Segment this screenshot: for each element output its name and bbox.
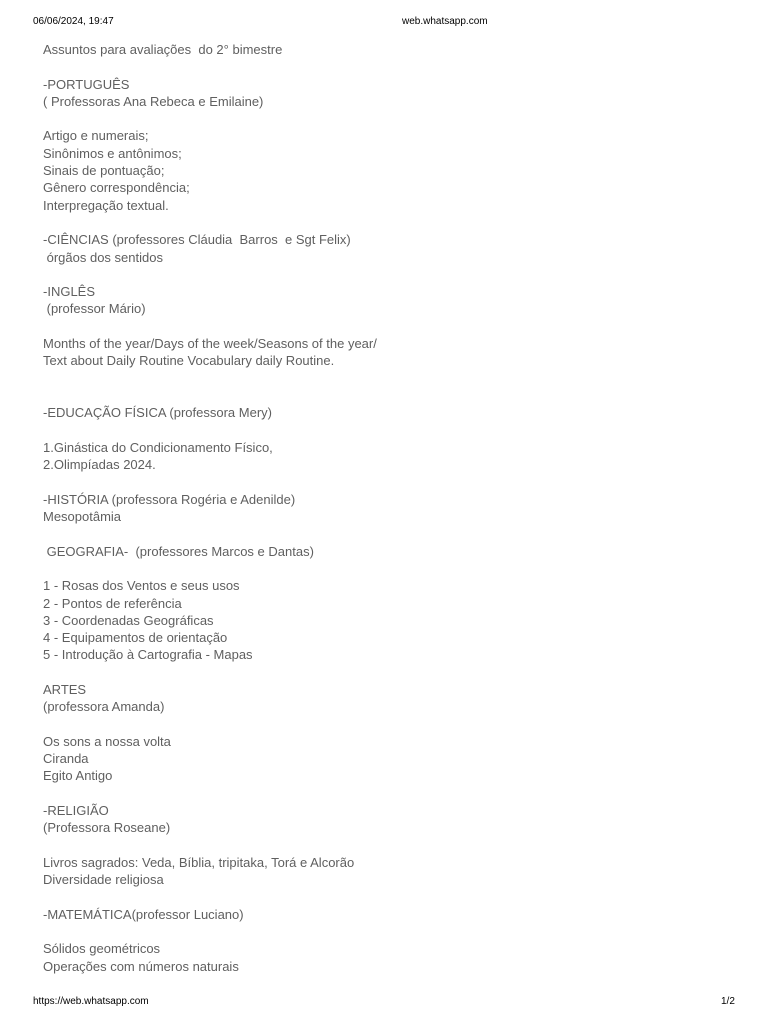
message-line	[43, 387, 733, 404]
message-line	[43, 58, 733, 75]
message-line: -INGLÊS	[43, 284, 96, 300]
message-line: -RELIGIÃO	[43, 803, 109, 819]
message-line: -CIÊNCIAS (professores Cláudia Barros e Sgt Felix)	[43, 232, 351, 248]
message-line	[43, 473, 733, 490]
message-line: Livros sagrados: Veda, Bíblia, tripitaka, Torá e Alcorão	[43, 854, 355, 870]
message-line: 5 - Introdução à Cartografia - Mapas	[43, 647, 253, 663]
message-line: (professor Mário)	[43, 301, 146, 317]
message-line	[43, 560, 733, 577]
message-line: -HISTÓRIA (professora Rogéria e Adenilde)	[43, 491, 296, 507]
message-line: Egito Antigo	[43, 768, 113, 784]
print-footer-page-indicator: 1/2	[721, 996, 735, 1007]
message-line: Interpregação textual.	[43, 197, 169, 213]
message-line: 1.Ginástica do Condicionamento Físico,	[43, 439, 273, 455]
message-line: Months of the year/Days of the week/Seasons of the year/	[43, 336, 377, 352]
message-line: Text about Daily Routine Vocabulary daily Routine.	[43, 353, 335, 369]
message-line: Sinais de pontuação;	[43, 163, 165, 179]
message-line	[43, 889, 733, 906]
message-line: -MATEMÁTICA(professor Luciano)	[43, 906, 244, 922]
message-line: Gênero correspondência;	[43, 180, 190, 196]
message-body	[43, 41, 733, 975]
message-line: órgãos dos sentidos	[43, 249, 163, 265]
message-line: (Professora Roseane)	[43, 820, 171, 836]
message-line: Operações com números naturais	[43, 958, 239, 974]
message-line	[43, 110, 733, 127]
message-line: Sinônimos e antônimos;	[43, 145, 182, 161]
print-footer-url: https://web.whatsapp.com	[33, 996, 149, 1007]
message-line: 2 - Pontos de referência	[43, 595, 182, 611]
message-line: Assuntos para avaliações do 2° bimestre	[43, 42, 283, 57]
message-line: GEOGRAFIA- (professores Marcos e Dantas)	[43, 543, 314, 559]
message-line: Os sons a nossa volta	[43, 733, 171, 749]
message-line: (professora Amanda)	[43, 699, 165, 715]
message-line	[43, 422, 733, 439]
print-header-datetime: 06/06/2024, 19:47	[33, 16, 114, 27]
message-line: Artigo e numerais;	[43, 128, 149, 144]
message-line	[43, 923, 733, 940]
message-line: 2.Olimpíadas 2024.	[43, 457, 156, 473]
message-line	[43, 214, 733, 231]
message-line: Sólidos geométricos	[43, 941, 161, 957]
message-line: Diversidade religiosa	[43, 872, 164, 888]
message-line: 1 - Rosas dos Ventos e seus usos	[43, 578, 240, 594]
message-line: -EDUCAÇÃO FÍSICA (professora Mery)	[43, 405, 272, 421]
message-line	[43, 370, 733, 387]
message-line	[43, 664, 733, 681]
message-line: ( Professoras Ana Rebeca e Emilaine)	[43, 93, 264, 109]
print-header-site: web.whatsapp.com	[402, 16, 488, 27]
message-line	[43, 525, 733, 542]
message-line	[43, 266, 733, 283]
message-line	[43, 837, 733, 854]
message-line: ARTES	[43, 681, 87, 697]
message-line	[43, 716, 733, 733]
message-line: 4 - Equipamentos de orientação	[43, 630, 228, 646]
message-line	[43, 785, 733, 802]
message-line: Ciranda	[43, 751, 89, 767]
message-line: Mesopotâmia	[43, 509, 122, 525]
message-line: 3 - Coordenadas Geográficas	[43, 612, 214, 628]
message-line	[43, 318, 733, 335]
message-line: -PORTUGUÊS	[43, 76, 130, 92]
